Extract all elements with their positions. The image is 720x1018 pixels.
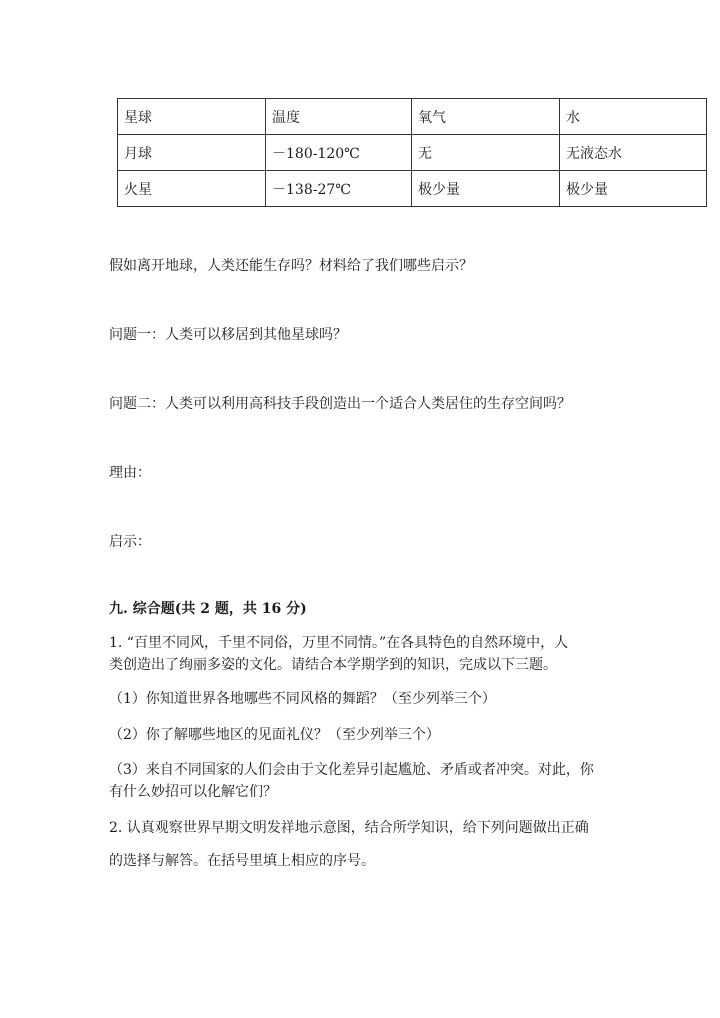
item-one-sub-3-line-1: （3）来自不同国家的人们会由于文化差异引起尴尬、矛盾或者冲突。对此，你	[109, 762, 594, 778]
table-row-moon	[118, 135, 707, 171]
header-cell-planet: 星球	[118, 99, 266, 135]
item-one-sub-2: （2）你了解哪些地区的见面礼仪？（至少列举三个）	[109, 727, 440, 743]
insight-label: 启示：	[109, 534, 151, 550]
table-cell: 无液态水	[560, 135, 707, 171]
item-one-line-1: 1. “百里不同风，千里不同俗，万里不同情。”在各具特色的自然环境中，人	[109, 635, 569, 651]
table-row-mars	[118, 171, 707, 207]
item-one-prompt	[109, 632, 609, 676]
planet-comparison-table	[117, 98, 707, 207]
reason-label: 理由：	[109, 465, 151, 481]
item-two-line-1: 2. 认真观察世界早期文明发祥地示意图，结合所学知识，给下列问题做出正确	[109, 820, 589, 836]
question-one: 问题一：人类可以移居到其他星球吗？	[109, 327, 347, 343]
table-cell: －180-120℃	[266, 135, 412, 171]
table-cell: －138-27℃	[266, 171, 412, 207]
table-header-row	[118, 99, 707, 135]
item-one-sub-1: （1）你知道世界各地哪些不同风格的舞蹈？（至少列举三个）	[109, 691, 496, 707]
section-nine-title: 九. 综合题(共 2 题，共 16 分)	[109, 601, 307, 617]
table-cell: 极少量	[412, 171, 560, 207]
header-cell-water: 水	[560, 99, 707, 135]
item-two-line-2: 的选择与解答。在括号里填上相应的序号。	[109, 853, 375, 869]
table-cell: 火星	[118, 171, 266, 207]
item-one-sub-3-line-2: 有什么妙招可以化解它们？	[109, 784, 277, 800]
question-two: 问题二：人类可以利用高科技手段创造出一个适合人类居住的生存空间吗？	[109, 396, 571, 412]
table-cell: 极少量	[560, 171, 707, 207]
question-intro: 假如离开地球，人类还能生存吗？材料给了我们哪些启示？	[109, 258, 473, 274]
table-cell: 月球	[118, 135, 266, 171]
table-cell: 无	[412, 135, 560, 171]
header-cell-temperature: 温度	[266, 99, 412, 135]
header-cell-oxygen: 氧气	[412, 99, 560, 135]
item-one-sub-3	[109, 759, 609, 803]
item-one-line-2: 类创造出了绚丽多姿的文化。请结合本学期学到的知识，完成以下三题。	[109, 657, 557, 673]
